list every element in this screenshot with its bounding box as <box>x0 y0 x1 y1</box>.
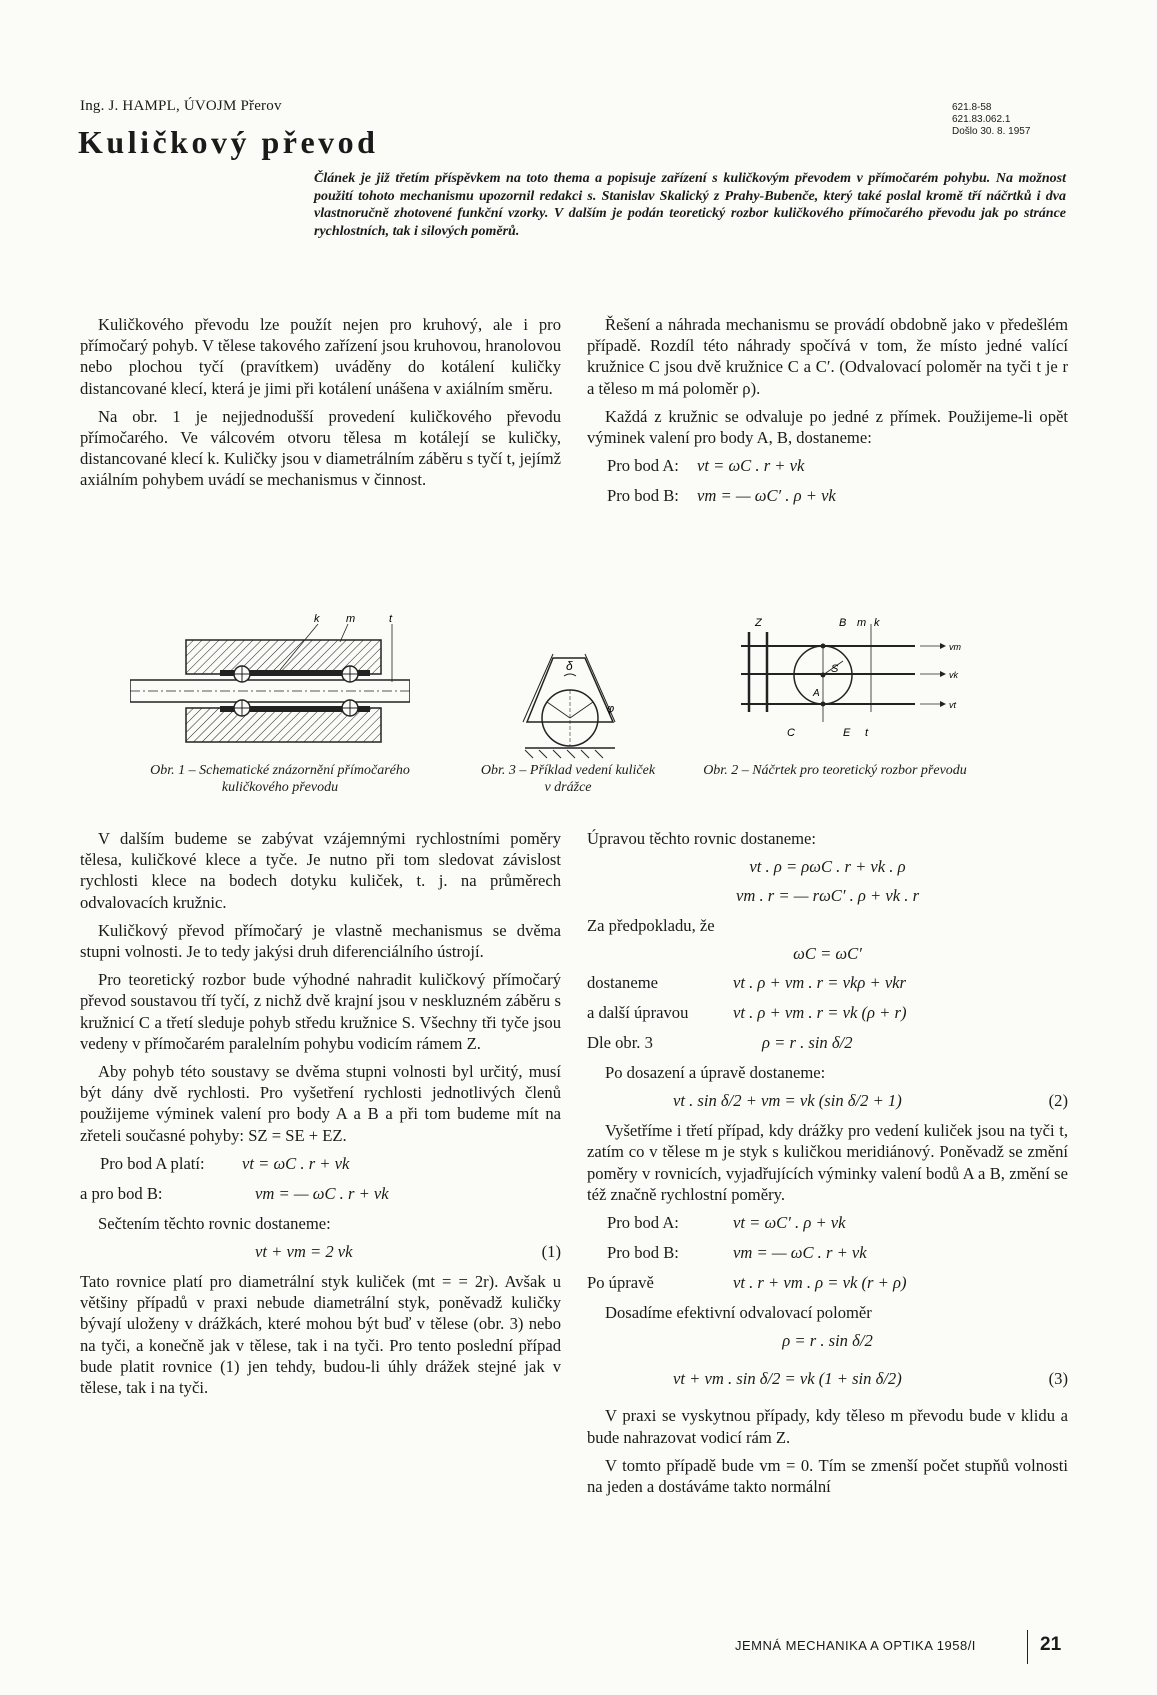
received-date: Došlo 30. 8. 1957 <box>952 126 1031 137</box>
equation: vt = ωC′ . ρ + vk <box>733 1213 846 1233</box>
figure-2-drawing <box>735 612 975 742</box>
equation-line <box>80 1241 561 1265</box>
equation-line <box>80 1183 561 1207</box>
equation-label: a další úpravou <box>587 1003 689 1023</box>
equation: vt . ρ = ρωC . r + vk . ρ <box>749 857 906 877</box>
figure-3-drawing <box>515 650 625 760</box>
equation-line <box>587 1359 1068 1399</box>
class-code-1: 621.8-58 <box>952 102 992 113</box>
right-column-bottom <box>587 828 1068 1504</box>
paragraph: Pro teoretický rozbor bude výhodné nahradit kuličkový přímočarý převod soustavou tří tyčí, z nichž dvě krajní jsou v neskluzném záběru s kružnicí C a třetí sleduje pohyb středu kružnice S. Všechny tři tyče jsou vedeny v přímočarém paralelním pohybu vodicím rámem Z. <box>80 970 561 1053</box>
equation: vm = — ωC′ . ρ + vk <box>697 486 836 506</box>
equation-line <box>587 1090 1068 1114</box>
paragraph: Na obr. 1 je nejjednodušší provedení kuličkového převodu přímočarého. Ve válcovém otvoru tělesa m kotálejí se kuličky, distancované klecí k. Kuličky jsou v diametrálním záběru s tyčí t, jejímž axiálním pohybem uvádí se mechanismus v činnost. <box>80 406 561 490</box>
equation-number: (1) <box>541 1242 561 1262</box>
author-line: Ing. J. HAMPL, ÚVOJM Přerov <box>80 98 282 114</box>
equation: vt . ρ + vm . r = vk (ρ + r) <box>733 1003 907 1023</box>
paragraph: V dalším budeme se zabývat vzájemnými rychlostními poměry tělesa, kuličkové klece a tyče. Je nutno při tom sledovat závislost rychlosti klece na bodech dotyku kuliček, t. j. na průměrech odvalovacích kružnic. <box>80 829 561 912</box>
journal-name: JEMNÁ MECHANIKA A OPTIKA 1958/I <box>735 1638 976 1653</box>
fig2-label-m: m <box>857 617 867 629</box>
equation-label: a pro bod B: <box>80 1183 163 1203</box>
equation: vt . ρ + vm . r = vkρ + vkr <box>733 973 907 993</box>
fig2-label-vt: vt <box>949 700 957 710</box>
paragraph: Kuličkového převodu lze použít nejen pro kruhový, ale i pro přímočarý pohyb. V tělese takového zařízení jsou kruhovou, hranolovou nebo plochou tyčí (pravítkem) uváděny do kotálení kuličky distancované klecí, která je jimi při kotálení unášena v axiálním směru. <box>80 315 561 398</box>
left-column-top <box>80 314 561 498</box>
paragraph: Tato rovnice platí pro diametrální styk kuliček (mt = = 2r). Avšak u většiny případů v praxi nebude diametrální styk, poněvadž kuličky bývají uloženy v drážkách, které mohou být buď v tělese (obr. 3) nebo na tyči, a konečně jak v tělese, tak i na tyči. Pro tento poslední případ bude platit rovnice (1) jen tehdy, budou-li úhly drážek stejné jak v tělese, tak i na tyči. <box>80 1272 561 1398</box>
paragraph: V tomto případě bude vm = 0. Tím se zmenší počet stupňů volnosti na jeden a dostáváme takto normální <box>587 1455 1068 1497</box>
figure-1-drawing <box>130 610 410 750</box>
fig1-label-t: t <box>389 613 393 625</box>
equation: ρ = r . sin δ/2 <box>762 1033 853 1053</box>
fig2-label-vk: vk <box>949 670 958 680</box>
equation: ωC = ωC′ <box>793 943 862 963</box>
fig2-label-c: C <box>787 727 795 739</box>
equation: vt = ωC . r + vk <box>697 456 805 476</box>
equation-label: Pro bod B: <box>607 486 679 506</box>
equation-line <box>587 1032 1068 1056</box>
right-column-top <box>587 314 1068 515</box>
fig2-label-b: B <box>839 617 847 629</box>
equation-line <box>80 1153 561 1177</box>
equation-label: Pro bod A: <box>607 456 679 476</box>
paragraph: Řešení a náhrada mechanismu se provádí obdobně jako v předešlém případě. Rozdíl této náhrady spočívá v tom, že místo jedné valící kružnice C jsou dvě kružnice C a C′. (Odvalovací poloměr na tyči t je r a těleso m má poloměr ρ). <box>587 315 1068 398</box>
equation-label: Dle obr. 3 <box>587 1033 653 1053</box>
equation: vm . r = — rωC′ . ρ + vk . r <box>735 886 920 906</box>
class-code-2: 621.83.062.1 <box>952 114 1011 125</box>
paragraph: Po dosazení a úpravě dostaneme: <box>605 1063 826 1083</box>
fig2-label-e: E <box>843 727 851 739</box>
equation-label: Pro bod A: <box>607 1213 679 1233</box>
paragraph: Vyšetříme i třetí případ, kdy drážky pro vedení kuliček jsou na tyči t, zatím co v tělese m je styk s kuličkou meridiánový. Poněvadž se změní poměry v rovnicích, vyjadřujících výminky valení bodů A a B, změní se též značně rychlostní poměry. <box>587 1121 1068 1204</box>
equation-number: (2) <box>1048 1091 1068 1111</box>
equation: vt . sin δ/2 + vm = vk (sin δ/2 + 1) <box>673 1091 902 1111</box>
equation-line <box>587 1272 1068 1296</box>
equation: vt + vm = 2 vk <box>255 1242 353 1262</box>
fig2-label-a: A <box>813 688 820 699</box>
figure-2-caption: Obr. 2 – Náčrtek pro teoretický rozbor převodu <box>703 763 967 778</box>
equation: vm = — ωC . r + vk <box>255 1183 389 1203</box>
equation-label: dostaneme <box>587 973 658 993</box>
equation: ρ = r . sin δ/2 <box>782 1331 873 1351</box>
fig2-label-s: S <box>831 663 839 675</box>
paragraph: Dosadíme efektivní odvalovací poloměr <box>605 1303 872 1323</box>
equation-line <box>587 1002 1068 1026</box>
fig3-label-delta: δ <box>566 659 573 673</box>
figure-1-caption: Obr. 1 – Schematické znázornění přímočarého kuličkového převodu <box>150 763 410 795</box>
fig1-label-m: m <box>346 613 356 625</box>
paragraph: V praxi se vyskytnou případy, kdy těleso m převodu bude v klidu a bude nahrazovat vodicí rám Z. <box>587 1406 1068 1447</box>
paragraph: Každá z kružnic se odvaluje po jedné z přímek. Použijeme-li opět výminek valení pro body A, B, dostaneme: <box>587 406 1068 448</box>
paragraph: Za předpokladu, že <box>587 915 715 935</box>
equation: vm = — ωC . r + vk <box>733 1243 867 1263</box>
equation-number: (3) <box>1048 1369 1068 1389</box>
equation-label: Pro bod A platí: <box>100 1153 205 1173</box>
equation-line <box>587 485 1068 509</box>
left-column-bottom <box>80 828 561 1405</box>
paragraph: Kuličkový převod přímočarý je vlastně mechanismus se dvěma stupni volnosti. Je to tedy jakýsi druh diferenciálního ústrojí. <box>80 920 561 962</box>
equation: vt + vm . sin δ/2 = vk (1 + sin δ/2) <box>673 1369 902 1389</box>
equation-line <box>587 455 1068 479</box>
equation: vt = ωC . r + vk <box>242 1153 350 1173</box>
fig1-label-k: k <box>314 613 320 625</box>
equation: vt . r + vm . ρ = vk (r + ρ) <box>733 1273 907 1293</box>
equation-line <box>587 1212 1068 1236</box>
paragraph: Úpravou těchto rovnic dostaneme: <box>587 829 817 848</box>
article-title: Kuličkový převod <box>78 124 379 160</box>
paragraph: Aby pohyb této soustavy se dvěma stupni volnosti byl určitý, musí být dány dvě rychlosti. Pro vyšetření rychlosti jednotlivých členů použijeme výminek valení pro body A a B a při tom budeme mít na zřeteli současné pohyby: SZ = SE + EZ. <box>80 1062 561 1145</box>
fig2-label-z: Z <box>755 617 762 629</box>
paragraph: Sečtením těchto rovnic dostaneme: <box>98 1213 331 1233</box>
page-number: 21 <box>1040 1634 1062 1655</box>
footer-divider <box>1027 1630 1028 1664</box>
equation-label: Pro bod B: <box>607 1243 679 1263</box>
fig2-label-vm: vm <box>949 642 961 652</box>
classification <box>952 102 1030 138</box>
equation-line <box>587 1242 1068 1266</box>
fig2-label-t: t <box>865 727 869 739</box>
figure-3-caption: Obr. 3 – Příklad vedení kuliček v drážce <box>480 763 656 795</box>
fig2-label-k: k <box>874 617 880 629</box>
equation-label: Po úpravě <box>587 1273 654 1293</box>
abstract: Článek je již třetím příspěvkem na toto thema a popisuje zařízení s kuličkovým převodem v přímočarém pohybu. Na možnost použití tohoto mechanismu upozornil redakci s. Stanislav Skalický z Prahy-Bubenče, který také poslal kromě tří náčrtků i dva vlastnoručně zhotovené funkční vzorky. V dalším je podán teoretický rozbor kuličkového přímočarého převodu jak po stránce rychlostních, tak i silových poměrů. <box>314 171 1066 239</box>
fig3-label-phi: φ <box>607 703 615 715</box>
equation-line <box>587 972 1068 996</box>
